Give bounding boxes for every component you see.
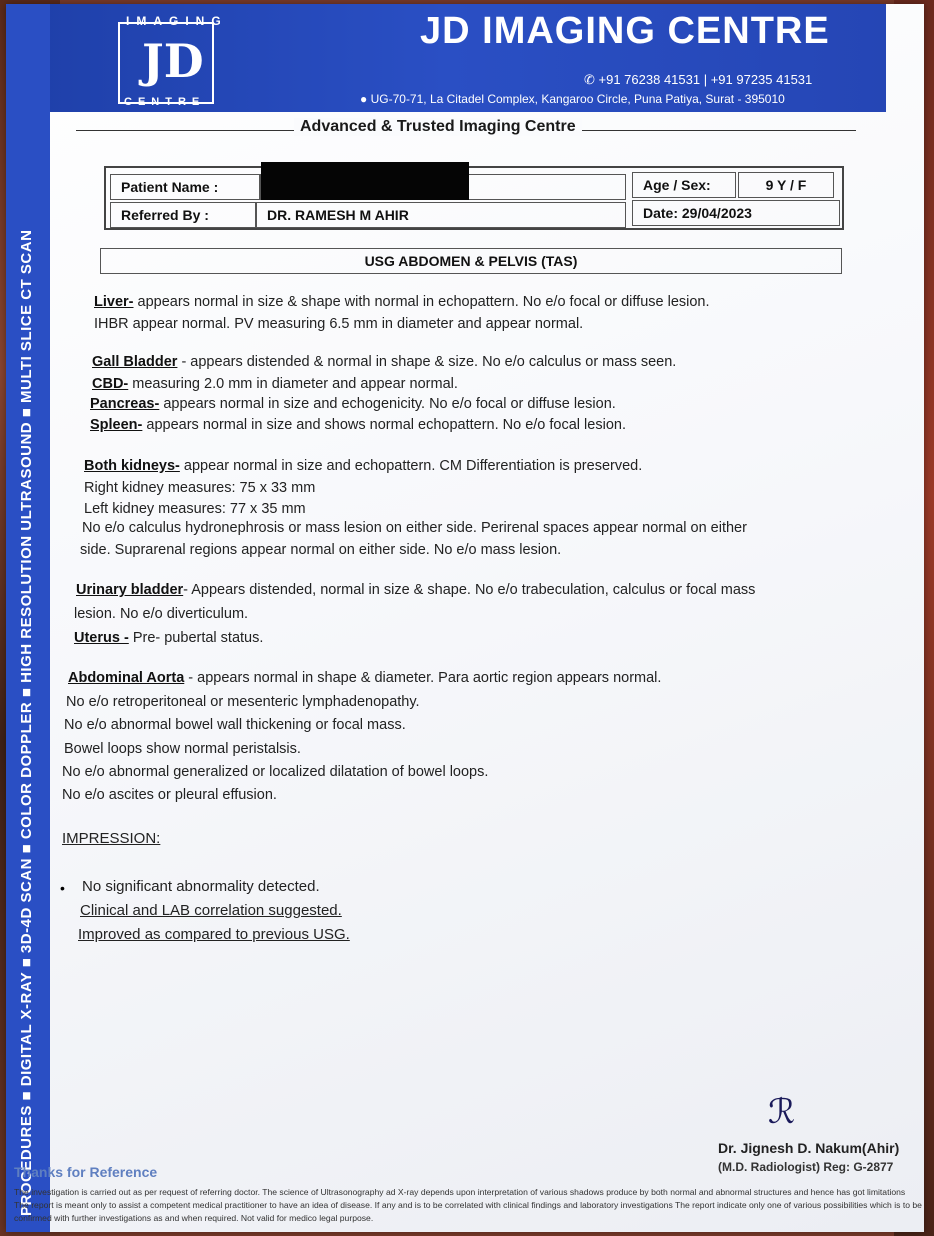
- aorta-text: - appears normal in shape & diameter. Para aortic region appears normal.: [184, 670, 662, 686]
- referred-by-value: DR. RAMESH M AHIR: [256, 202, 626, 228]
- tagline: Advanced & Trusted Imaging Centre: [294, 118, 582, 136]
- liver-text: appears normal in size & shape with normal in echopattern. No e/o focal or diffuse lesion.: [133, 294, 710, 310]
- services-sidebar: [6, 4, 50, 1232]
- uterus-finding: [74, 628, 263, 649]
- misc-finding-4: No e/o abnormal generalized or localized dilatation of bowel loops.: [62, 764, 489, 780]
- age-sex-value: 9 Y / F: [738, 172, 834, 198]
- cbd-finding: [92, 374, 458, 395]
- kidney-finding-4: side. Suprarenal regions appear normal on either side. No e/o mass lesion.: [80, 542, 562, 558]
- address-text: UG-70-71, La Citadel Complex, Kangaroo Circle, Puna Patiya, Surat - 395010: [370, 92, 785, 106]
- logo-mark-icon: JD: [142, 34, 204, 88]
- phone-icon: ✆: [584, 72, 599, 87]
- gall-bladder-text: - appears distended & normal in shape & size. No e/o calculus or mass seen.: [177, 354, 677, 370]
- services-list: PROCEDURES ■ DIGITAL X-RAY ■ 3D-4D SCAN ■ COLOR DOPPLER ■ HIGH RESOLUTION ULTRASOUND ■ MULTI SLICE CT SCAN: [18, 229, 35, 1216]
- impression-line-2: Clinical and LAB correlation suggested.: [80, 902, 342, 919]
- spleen-label: Spleen-: [90, 417, 143, 433]
- patient-name-label: Patient Name :: [110, 174, 260, 200]
- urinary-bladder-finding: [76, 580, 755, 601]
- aorta-finding: [68, 668, 661, 689]
- location-icon: ●: [360, 92, 371, 106]
- patient-name-redaction: [261, 162, 469, 200]
- pancreas-label: Pancreas-: [90, 396, 160, 412]
- uterus-label: Uterus -: [74, 630, 129, 646]
- address: [360, 92, 785, 106]
- pancreas-finding: [90, 394, 616, 415]
- liver-finding: [94, 292, 710, 313]
- left-kidney: Left kidney measures: 77 x 35 mm: [84, 501, 306, 517]
- signature-mark: ℛ: [768, 1092, 796, 1132]
- report-sheet: [6, 4, 924, 1232]
- age-sex-label: Age / Sex:: [632, 172, 736, 198]
- misc-finding-5: No e/o ascites or pleural effusion.: [62, 787, 277, 803]
- gall-bladder-label: Gall Bladder: [92, 354, 178, 370]
- kidneys-finding: [84, 456, 642, 477]
- referred-by-label: Referred By :: [110, 202, 256, 228]
- logo-bottom-text: CENTRE: [124, 96, 206, 108]
- centre-title: JD IMAGING CENTRE: [420, 10, 830, 52]
- aorta-label: Abdominal Aorta: [68, 670, 185, 686]
- phone-numbers: [584, 72, 812, 88]
- pancreas-text: appears normal in size and echogenicity. No e/o focal or diffuse lesion.: [159, 396, 616, 412]
- doctor-qualification: (M.D. Radiologist) Reg: G-2877: [718, 1160, 894, 1174]
- kidneys-label: Both kidneys-: [84, 458, 180, 474]
- uterus-text: Pre- pubertal status.: [128, 630, 264, 646]
- gall-bladder-finding: [92, 352, 676, 373]
- misc-finding-3: Bowel loops show normal peristalsis.: [64, 741, 301, 757]
- impression-heading: IMPRESSION:: [62, 830, 161, 847]
- spleen-finding: [90, 415, 626, 436]
- report-title: USG ABDOMEN & PELVIS (TAS): [100, 248, 842, 274]
- logo-top-text: IMAGING: [126, 14, 228, 28]
- misc-finding-2: No e/o abnormal bowel wall thickening or focal mass.: [64, 717, 406, 733]
- thanks-note: Thanks for Reference: [14, 1164, 158, 1180]
- cbd-label: CBD-: [92, 376, 129, 392]
- misc-finding-1: No e/o retroperitoneal or mesenteric lymphadenopathy.: [66, 694, 420, 710]
- phone-text: +91 76238 41531 | +91 97235 41531: [598, 72, 813, 87]
- liver-finding-2: IHBR appear normal. PV measuring 6.5 mm in diameter and appear normal.: [94, 316, 584, 332]
- report-date: Date: 29/04/2023: [632, 200, 840, 226]
- disclaimer: The investigation is carried out as per request of referring doctor. The science of Ultrasonography ad X-ray depends upon interpretation of various shadows produce by both normal and abnormal structures and hence has got limitations The report is meant only to assist a competent medical practitioner to have an idea of disease. If any and is to be correlated with clinical findings and laboratory investigations The report indicate only one of various possibilities which is to be confirmed with further investigations as and when required. Not valid for medico legal purpose.: [14, 1187, 922, 1223]
- urinary-bladder-label: Urinary bladder: [76, 582, 184, 598]
- impression-line-3: Improved as compared to previous USG.: [78, 926, 350, 943]
- impression-bullet: •: [60, 880, 65, 896]
- urinary-bladder-finding-2: lesion. No e/o diverticulum.: [74, 606, 249, 622]
- right-kidney: Right kidney measures: 75 x 33 mm: [84, 480, 316, 496]
- liver-label: Liver-: [94, 294, 134, 310]
- doctor-name: Dr. Jignesh D. Nakum(Ahir): [718, 1140, 900, 1156]
- spleen-text: appears normal in size and shows normal echopattern. No e/o focal lesion.: [142, 417, 626, 433]
- kidneys-text: appear normal in size and echopattern. CM Differentiation is preserved.: [179, 458, 643, 474]
- kidney-finding-3: No e/o calculus hydronephrosis or mass lesion on either side. Perirenal spaces appear normal on either: [82, 520, 747, 536]
- impression-line-1: No significant abnormality detected.: [82, 878, 320, 895]
- cbd-text: measuring 2.0 mm in diameter and appear normal.: [128, 376, 458, 392]
- urinary-bladder-text: - Appears distended, normal in size & shape. No e/o trabeculation, calculus or focal mass: [183, 582, 756, 598]
